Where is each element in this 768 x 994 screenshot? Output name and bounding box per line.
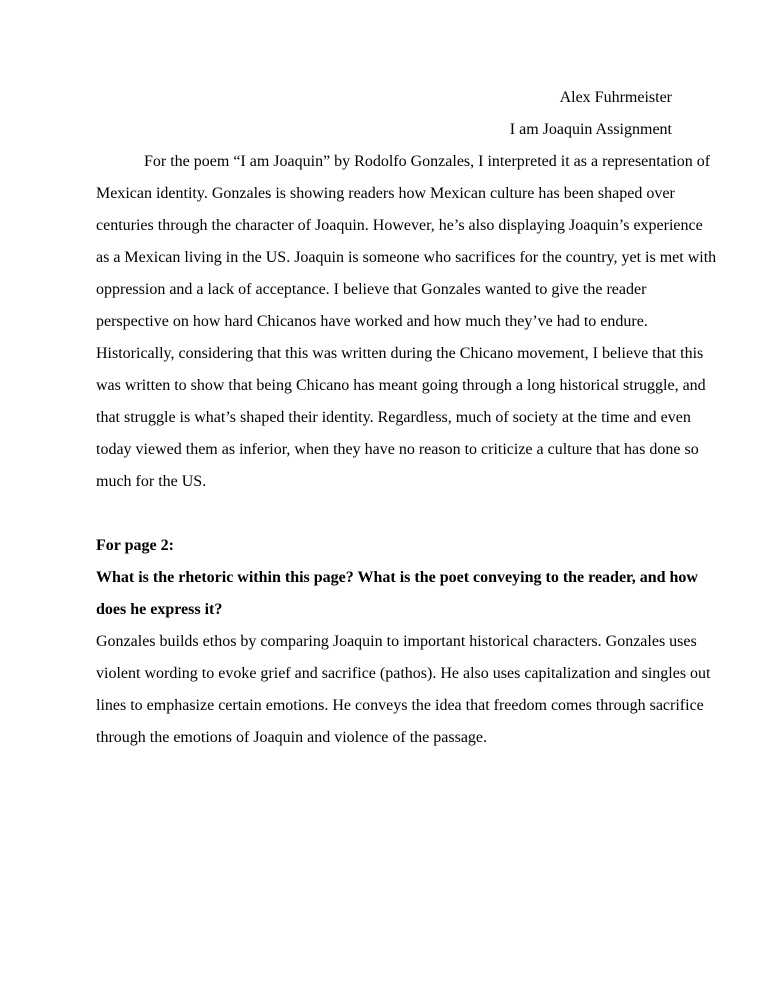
text-line: Mexican identity. Gonzales is showing readers how Mexican culture has been shaped over [96, 185, 675, 202]
author-name: Alex Fuhrmeister [559, 89, 672, 106]
question-line: What is the rhetoric within this page? What is the poet conveying to the reader, and how [96, 569, 698, 586]
assignment-title: I am Joaquin Assignment [509, 121, 672, 138]
text-line: was written to show that being Chicano has meant going through a long historical struggle, and [96, 377, 706, 394]
answer-line: violent wording to evoke grief and sacrifice (pathos). He also uses capitalization and singles out [96, 665, 711, 682]
text-line: Historically, considering that this was written during the Chicano movement, I believe that this [96, 345, 704, 362]
text-line: centuries through the character of Joaquin. However, he’s also displaying Joaquin’s experience [96, 217, 703, 234]
text-line: as a Mexican living in the US. Joaquin is someone who sacrifices for the country, yet is met with [96, 249, 717, 266]
text-line: that struggle is what’s shaped their identity. Regardless, much of society at the time and even [96, 409, 691, 426]
text-line: oppression and a lack of acceptance. I believe that Gonzales wanted to give the reader [96, 281, 647, 298]
text-line: For the poem “I am Joaquin” by Rodolfo Gonzales, I interpreted it as a representation of [144, 153, 711, 170]
section-heading: For page 2: [96, 537, 174, 554]
answer-line: lines to emphasize certain emotions. He conveys the idea that freedom comes through sacrifice [96, 697, 704, 714]
answer-line: through the emotions of Joaquin and violence of the passage. [96, 729, 488, 746]
text-line: perspective on how hard Chicanos have worked and how much they’ve had to endure. [96, 313, 648, 330]
text-line: today viewed them as inferior, when they have no reason to criticize a culture that has done so [96, 441, 699, 458]
answer-line: Gonzales builds ethos by comparing Joaquin to important historical characters. Gonzales uses [96, 633, 697, 650]
question-line: does he express it? [96, 601, 223, 618]
text-line: much for the US. [96, 473, 207, 490]
